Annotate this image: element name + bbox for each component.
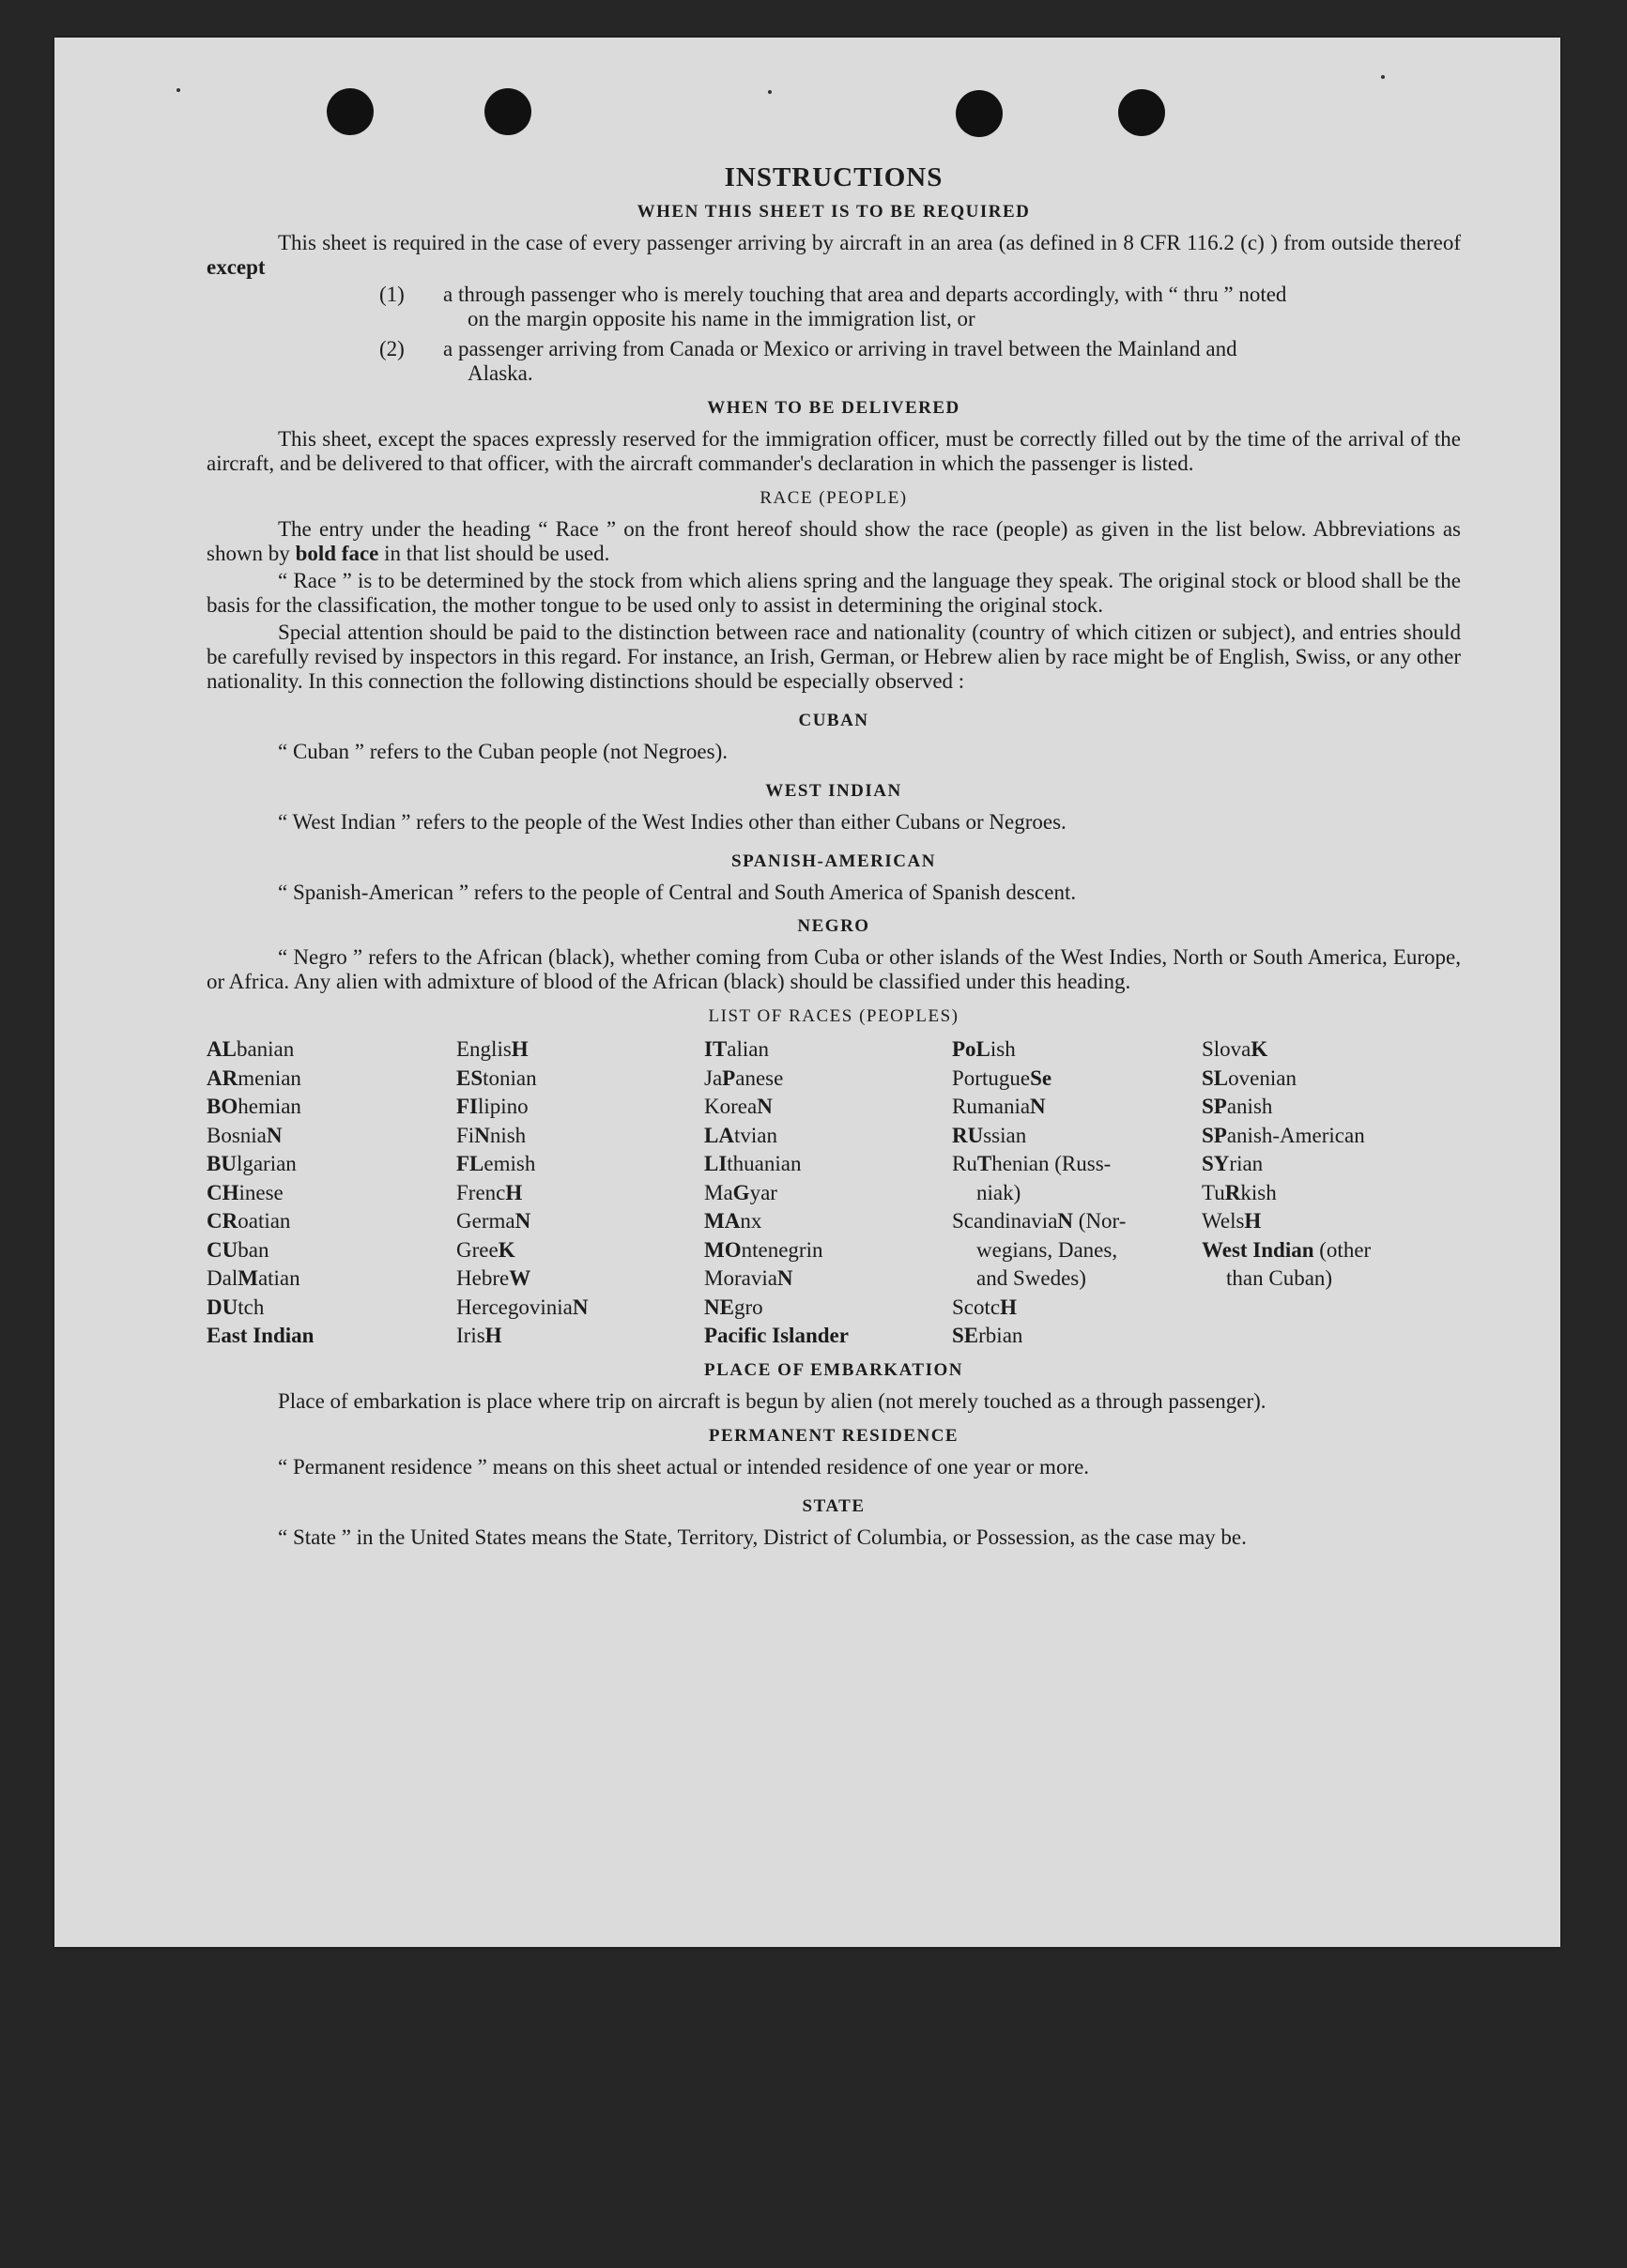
heading-negro: NEGRO bbox=[797, 916, 870, 936]
race-paragraph-3: Special attention should be paid to the distinction between race and nationality (country of which citizen or subject), and entries should be carefully revised by inspectors in this regard. For instance, an Irish, German, or Hebrew alien by race might be of English, Swiss, or any other nationality. In this connection the following distinctions should be especially observed : bbox=[207, 621, 1461, 693]
state-text: “ State ” in the United States means the State, Territory, District of Columbia, or Possession, as the case may be. bbox=[278, 1525, 1247, 1549]
race-entry: EStonian bbox=[456, 1065, 537, 1090]
race-entry: MAnx bbox=[704, 1209, 762, 1233]
race-entry: and Swedes) bbox=[976, 1266, 1086, 1290]
race-entry: SPanish-American bbox=[1202, 1123, 1365, 1147]
race-entry: SYrian bbox=[1202, 1152, 1264, 1175]
punch-hole bbox=[327, 88, 374, 135]
races-column bbox=[207, 1035, 456, 1351]
heading-state: STATE bbox=[802, 1495, 866, 1516]
heading-cuban: CUBAN bbox=[798, 711, 869, 730]
heading-spanish-american: SPANISH-AMERICAN bbox=[731, 851, 936, 871]
race-entry: East Indian bbox=[207, 1324, 315, 1347]
negro-text: “ Negro ” refers to the African (black), whether coming from Cuba or other islands of the West Indies, North or South America, Europe, or Africa. Any alien with admixture of blood of the African (black) should be classified under this heading. bbox=[207, 945, 1461, 993]
punch-hole bbox=[484, 88, 531, 135]
race-entry: ARmenian bbox=[207, 1065, 301, 1090]
race-p1-bold: bold face bbox=[295, 542, 379, 565]
race-entry: niak) bbox=[976, 1180, 1021, 1204]
race-entry: LIthuanian bbox=[704, 1152, 802, 1175]
race-entry: RuThenian (Russ- bbox=[952, 1152, 1112, 1175]
race-entry: Pacific Islander bbox=[704, 1324, 849, 1347]
heading-delivered: WHEN TO BE DELIVERED bbox=[707, 398, 960, 418]
required-item-2 bbox=[207, 337, 1461, 386]
heading-list-of-races: LIST OF RACES (PEOPLES) bbox=[708, 1006, 959, 1026]
race-entry: ALbanian bbox=[207, 1037, 295, 1061]
item-text: on the margin opposite his name in the immigration list, or bbox=[468, 307, 975, 330]
race-entry: KoreaN bbox=[704, 1095, 773, 1118]
race-entry: CUban bbox=[207, 1237, 269, 1262]
race-entry: HercegoviniaN bbox=[456, 1295, 589, 1319]
race-entry: RUssian bbox=[952, 1123, 1027, 1147]
race-entry: DalMatian bbox=[207, 1266, 300, 1290]
race-entry: West Indian (other bbox=[1202, 1237, 1372, 1262]
race-entry: JaPanese bbox=[704, 1065, 784, 1090]
race-entry: BUlgarian bbox=[207, 1152, 297, 1175]
embarkation-text: Place of embarkation is place where trip on aircraft is begun by alien (not merely touched as a through passenger). bbox=[278, 1388, 1266, 1413]
instructions-content bbox=[207, 162, 1461, 1553]
race-entry: NEgro bbox=[704, 1295, 763, 1319]
race-entry: MOntenegrin bbox=[704, 1237, 823, 1262]
race-entry: MaGyar bbox=[704, 1180, 777, 1204]
cuban-text: “ Cuban ” refers to the Cuban people (not Negroes). bbox=[278, 740, 729, 763]
race-entry: TuRkish bbox=[1202, 1180, 1277, 1204]
spanish-american-text: “ Spanish-American ” refers to the people of Central and South America of Spanish descent. bbox=[278, 881, 1077, 904]
race-entry: GermaN bbox=[456, 1209, 531, 1233]
delivered-text: This sheet, except the spaces expressly reserved for the immigration officer, must be correctly filled out by the time of the arrival of the aircraft, and be delivered to that officer, with the aircraft commander's declaration in which the passenger is listed. bbox=[207, 427, 1461, 475]
race-entry: ITalian bbox=[704, 1037, 769, 1061]
item-text: a passenger arriving from Canada or Mexico or arriving in travel between the Mainland and bbox=[443, 337, 1237, 360]
race-entry: MoraviaN bbox=[704, 1266, 793, 1290]
races-column bbox=[456, 1035, 704, 1351]
race-entry: SPanish bbox=[1202, 1095, 1273, 1118]
race-entry: CRoatian bbox=[207, 1209, 291, 1233]
race-entry: CHinese bbox=[207, 1180, 284, 1204]
race-entry: BosniaN bbox=[207, 1123, 283, 1147]
item-number: (1) bbox=[379, 283, 405, 306]
heading-required: WHEN THIS SHEET IS TO BE REQUIRED bbox=[637, 202, 1031, 222]
race-entry: GreeK bbox=[456, 1237, 515, 1262]
required-item-1 bbox=[207, 283, 1461, 331]
heading-west-indian: WEST INDIAN bbox=[765, 781, 902, 801]
race-entry: than Cuban) bbox=[1226, 1266, 1333, 1290]
race-entry: FIlipino bbox=[456, 1095, 529, 1118]
race-entry: BOhemian bbox=[207, 1095, 301, 1118]
race-entry: EnglisH bbox=[456, 1037, 529, 1061]
heading-residence: PERMANENT RESIDENCE bbox=[708, 1425, 959, 1446]
race-entry: LAtvian bbox=[704, 1123, 777, 1147]
item-number: (2) bbox=[379, 337, 405, 360]
race-entry: SlovaK bbox=[1202, 1037, 1268, 1061]
race-entry: PoLish bbox=[952, 1037, 1016, 1061]
item-text: a through passenger who is merely touching that area and departs accordingly, with “ thru ” noted bbox=[443, 283, 1287, 306]
races-column bbox=[1202, 1035, 1461, 1351]
heading-race: RACE (PEOPLE) bbox=[760, 488, 908, 508]
residence-text: “ Permanent residence ” means on this sheet actual or intended residence of one year or more. bbox=[278, 1454, 1090, 1479]
race-entry: FrencH bbox=[456, 1180, 523, 1204]
race-entry: IrisH bbox=[456, 1324, 502, 1347]
races-column bbox=[704, 1035, 952, 1351]
race-paragraph-1 bbox=[207, 517, 1461, 566]
race-entry: SLovenian bbox=[1202, 1065, 1297, 1090]
required-intro bbox=[207, 231, 1461, 280]
race-entry: HebreW bbox=[456, 1266, 531, 1290]
race-p1-text: The entry under the heading “ Race ” on the front hereof should show the race (people) as given in the list below. Abbreviations as shown by bbox=[207, 517, 1461, 565]
race-entry: FLemish bbox=[456, 1152, 536, 1175]
race-entry: ScandinaviaN (Nor- bbox=[952, 1209, 1127, 1233]
race-entry: FiNnish bbox=[456, 1123, 527, 1147]
race-entry: RumaniaN bbox=[952, 1095, 1046, 1118]
heading-embarkation: PLACE OF EMBARKATION bbox=[704, 1359, 963, 1380]
page-title: INSTRUCTIONS bbox=[724, 162, 944, 192]
west-indian-text: “ West Indian ” refers to the people of the West Indies other than either Cubans or Negroes. bbox=[278, 810, 1067, 834]
required-intro-bold: except bbox=[207, 255, 266, 279]
race-paragraph-2: “ Race ” is to be determined by the stock from which aliens spring and the language they speak. The original stock or blood shall be the basis for the classification, the mother tongue to be used only to assist in determining the original stock. bbox=[207, 569, 1461, 617]
item-text: Alaska. bbox=[468, 361, 533, 385]
race-p1-text-end: in that list should be used. bbox=[378, 542, 610, 565]
race-entry: PortugueSe bbox=[952, 1065, 1052, 1090]
race-entry: DUtch bbox=[207, 1295, 265, 1319]
race-entry: SErbian bbox=[952, 1324, 1023, 1347]
document-sheet bbox=[54, 38, 1560, 1947]
required-intro-text: This sheet is required in the case of every passenger arriving by aircraft in an area (as defined in 8 CFR 116.2 (c) ) from outside thereof bbox=[278, 231, 1461, 254]
races-column bbox=[952, 1035, 1202, 1351]
punch-hole bbox=[956, 90, 1003, 137]
punch-hole bbox=[1118, 89, 1165, 136]
race-entry: ScotcH bbox=[952, 1295, 1017, 1319]
races-list bbox=[207, 1035, 1461, 1351]
race-entry: wegians, Danes, bbox=[976, 1237, 1118, 1262]
race-entry: WelsH bbox=[1202, 1209, 1262, 1233]
